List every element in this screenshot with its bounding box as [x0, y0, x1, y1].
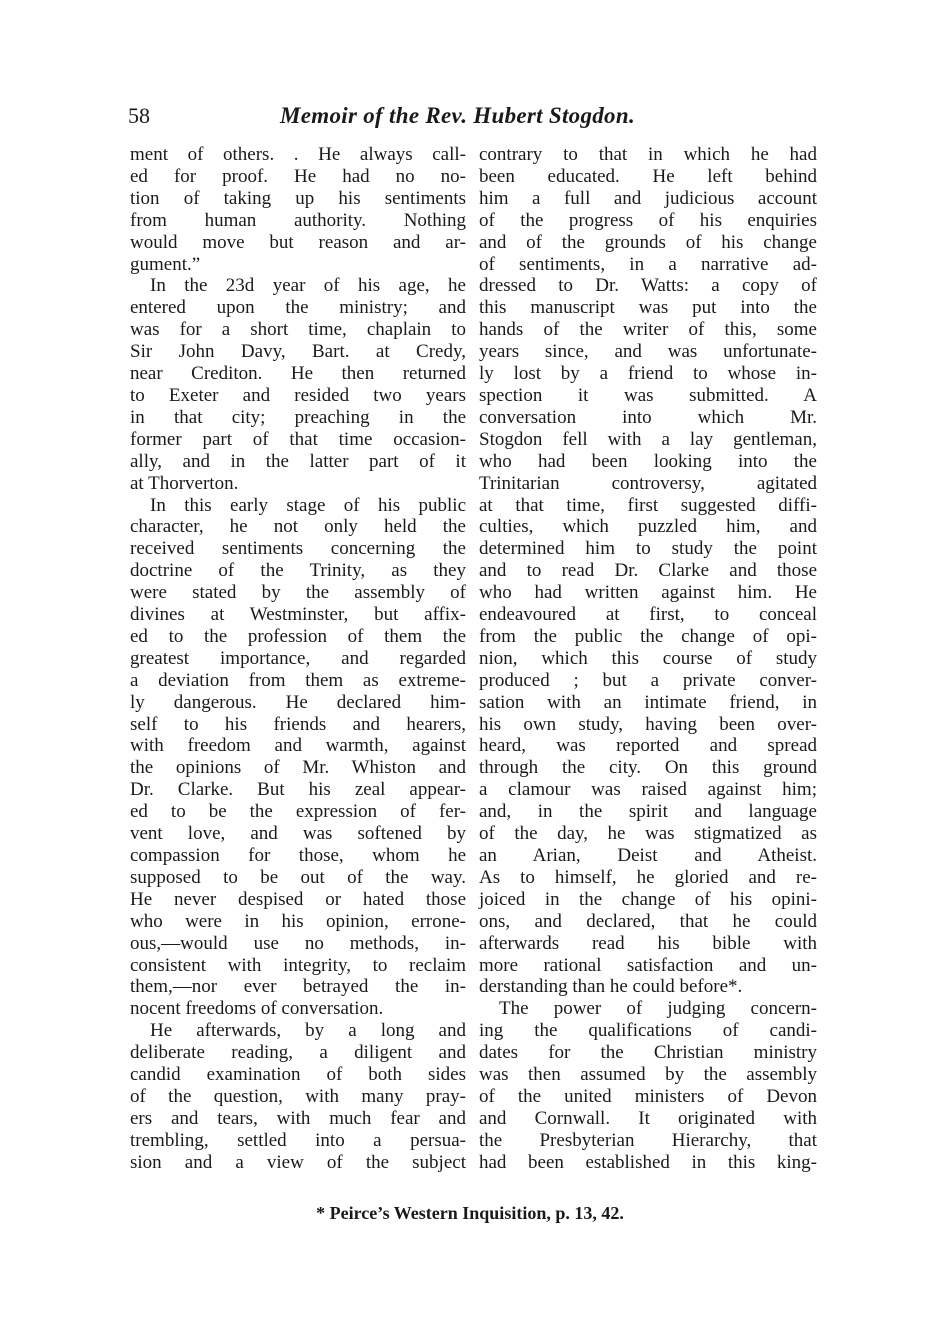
text-line: compassion for those, whom he: [130, 845, 466, 866]
text-line: In the 23d year of his age, he: [150, 275, 466, 297]
text-line: contrary to that in which he had: [479, 144, 817, 165]
text-line: spection it was submitted. A: [479, 384, 817, 406]
text-line: of the question, with many pray-: [130, 1085, 466, 1107]
text-line: dressed to Dr. Watts: a copy of: [479, 275, 817, 297]
text-line: this manuscript was put into the: [479, 297, 817, 319]
text-line: and to read Dr. Clarke and those: [479, 560, 817, 582]
text-line: and, in the spirit and language: [479, 801, 817, 823]
text-line: ed for proof. He had no no-: [130, 165, 466, 187]
text-line: from the public the change of opi-: [479, 625, 817, 647]
text-line: derstanding than he could before*.: [479, 976, 743, 998]
text-line: with freedom and warmth, against: [130, 735, 466, 757]
text-line: consistent with integrity, to reclaim: [130, 954, 466, 976]
text-line: nocent freedoms of conversation.: [130, 998, 384, 1020]
text-line: through the city. On this ground: [479, 757, 817, 779]
text-line: was for a short time, chaplain to: [130, 319, 466, 341]
right-text-column: [479, 144, 817, 1174]
text-line: near Crediton. He then returned: [130, 363, 466, 385]
text-line: sation with an intimate friend, in: [479, 691, 817, 713]
text-line: supposed to be out of the way.: [130, 866, 466, 888]
text-line: candid examination of both sides: [130, 1064, 466, 1086]
text-line: ly dangerous. He declared him-: [130, 691, 466, 713]
text-line: the Presbyterian Hierarchy, that: [479, 1129, 817, 1151]
text-line: determined him to study the point: [479, 538, 817, 560]
text-line: Stogdon fell with a lay gentleman,: [479, 428, 817, 450]
text-line: ing the qualifications of candi-: [479, 1020, 817, 1042]
text-line: afterwards read his bible with: [479, 932, 817, 954]
text-line: nion, which this course of study: [479, 647, 817, 669]
text-line: a clamour was raised against him;: [479, 779, 817, 801]
text-line: character, he not only held the: [130, 516, 466, 538]
text-line: greatest importance, and regarded: [130, 647, 466, 669]
text-line: ous,—would use no methods, in-: [130, 932, 466, 954]
text-line: a deviation from them as extreme-: [130, 669, 466, 691]
text-line: self to his friends and hearers,: [130, 713, 466, 735]
text-line: in that city; preaching in the: [130, 406, 466, 428]
text-line: tion of taking up his sentiments: [130, 187, 466, 209]
text-line: He afterwards, by a long and: [150, 1020, 466, 1042]
text-line: years since, and was unfortunate-: [479, 341, 817, 363]
text-line: entered upon the ministry; and: [130, 297, 466, 319]
text-line: former part of that time occasion-: [130, 428, 466, 450]
text-line: them,—nor ever betrayed the in-: [130, 976, 466, 998]
text-line: produced ; but a private conver-: [479, 669, 817, 691]
text-line: were stated by the assembly of: [130, 582, 466, 604]
text-line: who were in his opinion, errone-: [130, 910, 466, 932]
text-line: had been established in this king-: [479, 1151, 817, 1173]
text-line: of sentiments, in a narrative ad-: [479, 253, 817, 275]
text-line: and of the grounds of his change: [479, 231, 817, 253]
text-line: and Cornwall. It originated with: [479, 1107, 817, 1129]
text-line: dates for the Christian ministry: [479, 1042, 817, 1064]
text-line: of the day, he was stigmatized as: [479, 823, 817, 845]
page-number: 58: [128, 103, 150, 128]
text-line: conversation into which Mr.: [479, 406, 817, 428]
text-line: been educated. He left behind: [479, 165, 817, 187]
text-line: ed to be the expression of fer-: [130, 801, 466, 823]
text-line: Dr. Clarke. But his zeal appear-: [130, 779, 466, 801]
text-line: from human authority. Nothing: [130, 209, 466, 231]
text-line: at Thorverton.: [130, 472, 239, 494]
text-line: The power of judging concern-: [499, 998, 817, 1020]
text-line: Trinitarian controversy, agitated: [479, 472, 817, 494]
text-line: his own study, having been over-: [479, 713, 817, 735]
text-line: at that time, first suggested diffi-: [479, 494, 817, 516]
text-line: deliberate reading, a diligent and: [130, 1042, 466, 1064]
text-line: vent love, and was softened by: [130, 823, 466, 845]
text-line: to Exeter and resided two years: [130, 384, 466, 406]
page-header: [128, 103, 818, 139]
text-line: ly lost by a friend to whose in-: [479, 363, 817, 385]
text-line: ment of others. . He always call-: [130, 144, 466, 165]
text-line: ers and tears, with much fear and: [130, 1107, 466, 1129]
text-line: sion and a view of the subject: [130, 1151, 466, 1173]
text-line: culties, which puzzled him, and: [479, 516, 817, 538]
text-line: was then assumed by the assembly: [479, 1064, 817, 1086]
text-line: the opinions of Mr. Whiston and: [130, 757, 466, 779]
text-line: of the united ministers of Devon: [479, 1085, 817, 1107]
footnote: * Peirce’s Western Inquisition, p. 13, 42.: [316, 1203, 624, 1223]
text-line: doctrine of the Trinity, as they: [130, 560, 466, 582]
text-line: ally, and in the latter part of it: [130, 450, 466, 472]
running-title: Memoir of the Rev. Hubert Stogdon.: [280, 103, 635, 128]
text-line: received sentiments concerning the: [130, 538, 466, 560]
text-line: joiced in the change of his opini-: [479, 888, 817, 910]
text-line: divines at Westminster, but affix-: [130, 604, 466, 626]
text-line: who had been looking into the: [479, 450, 817, 472]
text-line: who had written against him. He: [479, 582, 817, 604]
left-text-column: [130, 144, 466, 1174]
text-line: ed to the profession of them the: [130, 625, 466, 647]
text-line: of the progress of his enquiries: [479, 209, 817, 231]
text-line: As to himself, he gloried and re-: [479, 866, 817, 888]
text-line: would move but reason and ar-: [130, 231, 466, 253]
text-line: He never despised or hated those: [130, 888, 466, 910]
text-line: In this early stage of his public: [150, 494, 466, 516]
text-line: ons, and declared, that he could: [479, 910, 817, 932]
text-line: endeavoured at first, to conceal: [479, 604, 817, 626]
text-line: Sir John Davy, Bart. at Credy,: [130, 341, 466, 363]
text-line: an Arian, Deist and Atheist.: [479, 845, 817, 866]
text-line: trembling, settled into a persua-: [130, 1129, 466, 1151]
text-line: heard, was reported and spread: [479, 735, 817, 757]
text-line: gument.”: [130, 253, 201, 275]
text-line: more rational satisfaction and un-: [479, 954, 817, 976]
text-line: hands of the writer of this, some: [479, 319, 817, 341]
text-line: him a full and judicious account: [479, 187, 817, 209]
